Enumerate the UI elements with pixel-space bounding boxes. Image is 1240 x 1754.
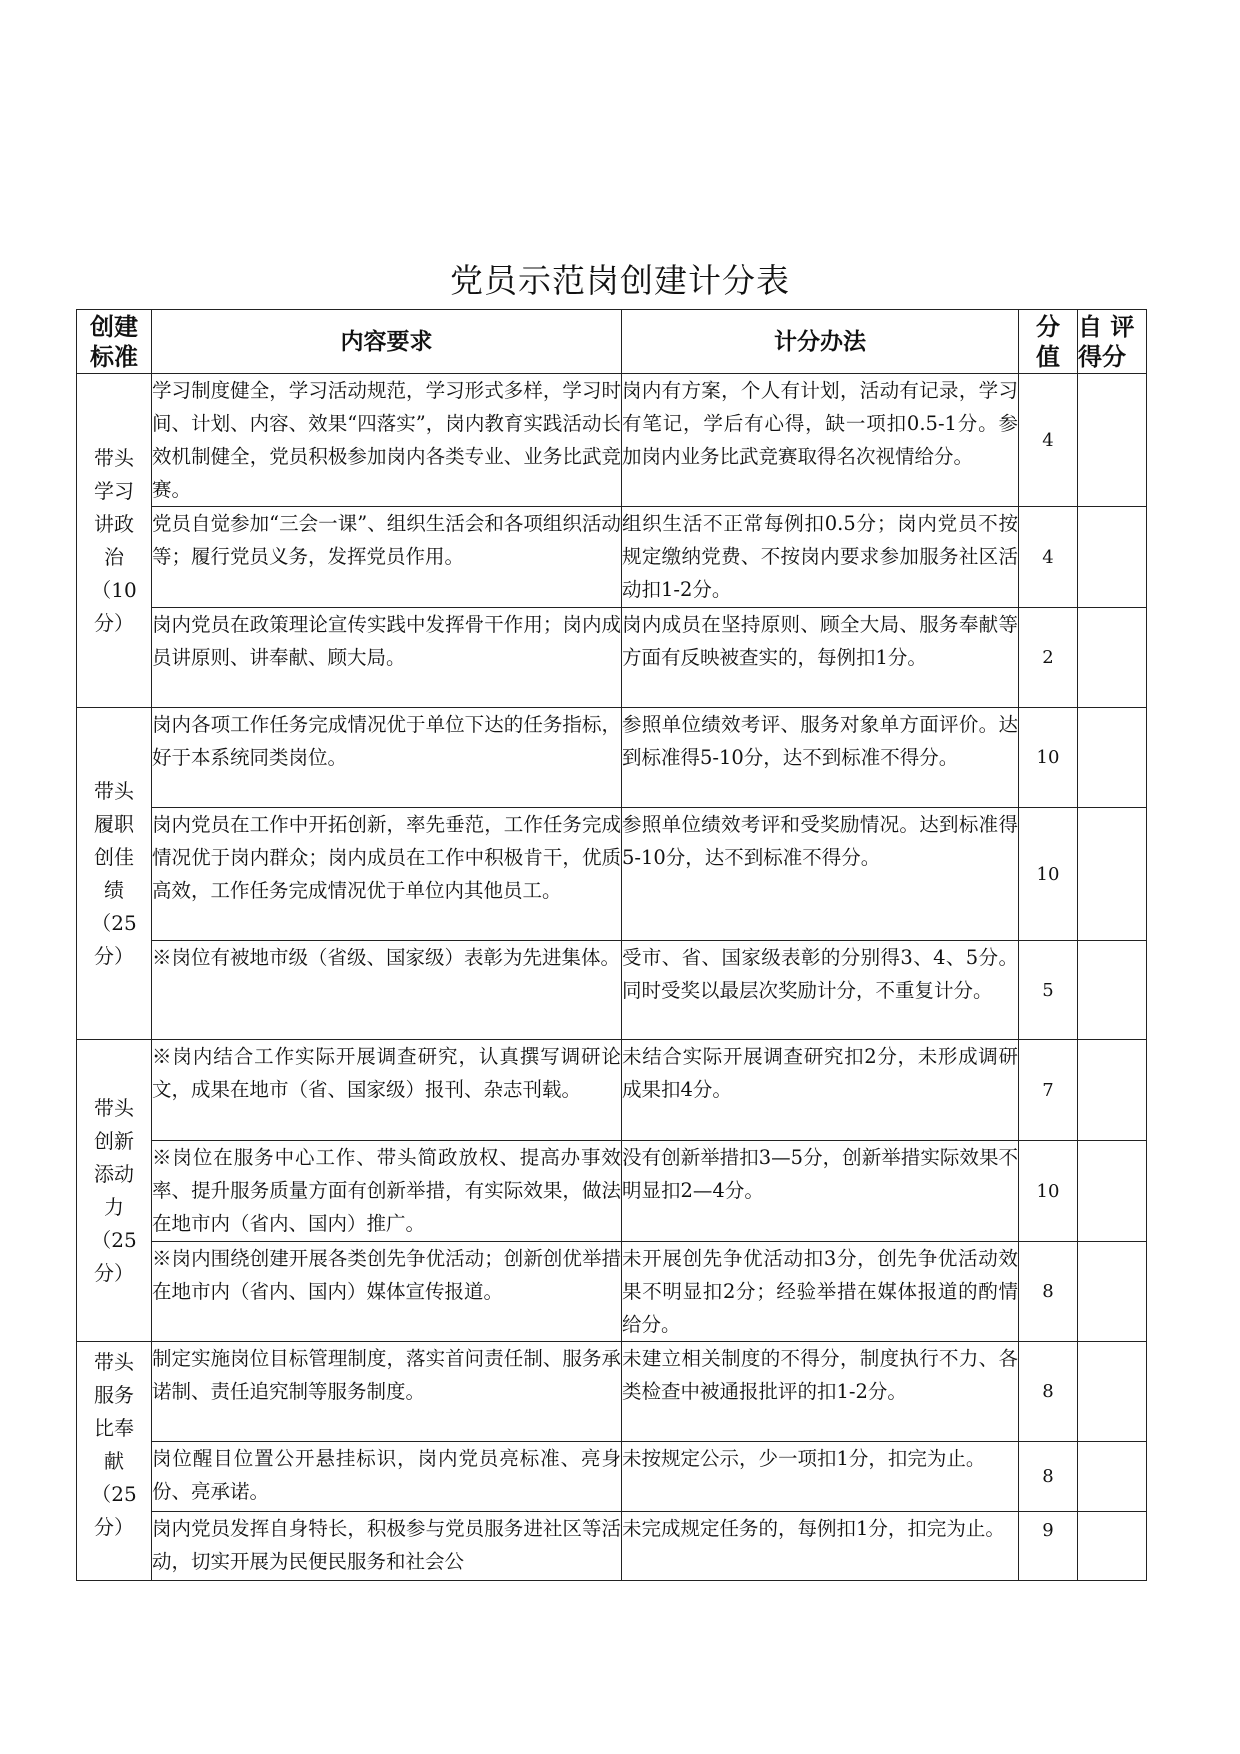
method-cell: 岗内成员在坚持原则、顾全大局、服务奉献等方面有反映被查实的，每例扣1分。 [622, 608, 1019, 708]
header-standard-line2: 标准 [90, 342, 138, 371]
category-line: 绩 [104, 877, 124, 902]
category-line: 分） [94, 1515, 134, 1539]
table-row [77, 1242, 1147, 1342]
category-line: 分） [94, 610, 134, 635]
category-line: 带头 [94, 1095, 134, 1120]
method-cell: 没有创新举措扣3—5分，创新举措实际效果不明显扣2—4分。 [622, 1141, 1019, 1242]
points-cell: 10 [1019, 708, 1078, 808]
table-row [77, 941, 1147, 1040]
content-cell: ※岗内围绕创建开展各类创先争优活动；创新创优举措在地市内（省内、国内）媒体宣传报道。 [152, 1242, 622, 1342]
method-cell: 未开展创先争优活动扣3分，创先争优活动效果不明显扣2分；经验举措在媒体报道的酌情给分。 [622, 1242, 1019, 1342]
category-line: 带头 [94, 778, 134, 803]
category-line: 学习 [94, 478, 134, 503]
header-self-score [1078, 310, 1147, 374]
category-line: 创新 [94, 1128, 134, 1153]
category-line: 创佳 [94, 844, 134, 869]
content-cell: 岗内党员在工作中开拓创新，率先垂范，工作任务完成情况优于岗内群众；岗内成员在工作中积极肯干，优质高效，工作任务完成情况优于单位内其他员工。 [152, 808, 622, 941]
category-cell [77, 708, 152, 1040]
method-cell: 组织生活不正常每例扣0.5分；岗内党员不按规定缴纳党费、不按岗内要求参加服务社区活动扣1-2分。 [622, 507, 1019, 608]
table-row [77, 1141, 1147, 1242]
method-cell: 未按规定公示，少一项扣1分，扣完为止。 [622, 1442, 1019, 1512]
category-line: 力 [104, 1194, 124, 1219]
category-line: 讲政 [94, 511, 134, 536]
self-score-cell[interactable] [1078, 808, 1147, 941]
category-line: 服务 [94, 1383, 134, 1407]
method-cell: 参照单位绩效考评、服务对象单方面评价。达到标准得5-10分，达不到标准不得分。 [622, 708, 1019, 808]
category-line: 带头 [94, 1350, 134, 1374]
points-cell: 9 [1019, 1512, 1078, 1581]
page-title: 党员示范岗创建计分表 [450, 261, 790, 300]
method-cell: 参照单位绩效考评和受奖励情况。达到标准得5-10分，达不到标准不得分。 [622, 808, 1019, 941]
points-cell: 4 [1019, 507, 1078, 608]
category-line: 治 [104, 544, 124, 569]
content-cell: 岗内各项工作任务完成情况优于单位下达的任务指标，好于本系统同类岗位。 [152, 708, 622, 808]
points-cell: 5 [1019, 941, 1078, 1040]
header-method: 计分办法 [622, 310, 1019, 374]
category-cell [77, 1342, 152, 1581]
self-score-cell[interactable] [1078, 1512, 1147, 1581]
points-cell: 8 [1019, 1442, 1078, 1512]
header-points-line1: 分 [1036, 312, 1060, 341]
content-cell: 岗内党员在政策理论宣传实践中发挥骨干作用；岗内成员讲原则、讲奉献、顾大局。 [152, 608, 622, 708]
points-cell: 7 [1019, 1040, 1078, 1141]
table-row [77, 708, 1147, 808]
points-cell: 10 [1019, 808, 1078, 941]
table-row [77, 507, 1147, 608]
content-cell: ※岗内结合工作实际开展调查研究，认真撰写调研论文，成果在地市（省、国家级）报刊、杂志刊载。 [152, 1040, 622, 1141]
method-cell: 未结合实际开展调查研究扣2分，未形成调研成果扣4分。 [622, 1040, 1019, 1141]
score-table [76, 309, 1147, 1581]
content-cell: 党员自觉参加“三会一课”、组织生活会和各项组织活动等；履行党员义务，发挥党员作用。 [152, 507, 622, 608]
content-cell: ※岗位在服务中心工作、带头简政放权、提高办事效率、提升服务质量方面有创新举措，有实际效果，做法在地市内（省内、国内）推广。 [152, 1141, 622, 1242]
self-score-cell[interactable] [1078, 1342, 1147, 1442]
category-line: （10 [91, 577, 137, 602]
points-cell: 10 [1019, 1141, 1078, 1242]
table-row [77, 374, 1147, 507]
header-standard [77, 310, 152, 374]
self-score-cell[interactable] [1078, 1242, 1147, 1342]
self-score-cell[interactable] [1078, 1040, 1147, 1141]
category-cell [77, 1040, 152, 1342]
table-row [77, 808, 1147, 941]
points-cell: 4 [1019, 374, 1078, 507]
category-line: 添动 [94, 1161, 134, 1186]
self-score-cell[interactable] [1078, 708, 1147, 808]
category-line: （25 [91, 910, 137, 935]
category-line: 履职 [94, 811, 134, 836]
points-cell: 8 [1019, 1242, 1078, 1342]
points-cell: 2 [1019, 608, 1078, 708]
header-row [77, 310, 1147, 374]
header-self-line1: 自 评 [1078, 312, 1135, 341]
header-standard-line1: 创建 [90, 312, 138, 341]
header-points [1019, 310, 1078, 374]
self-score-cell[interactable] [1078, 1141, 1147, 1242]
self-score-cell[interactable] [1078, 374, 1147, 507]
table-row [77, 608, 1147, 708]
table-row [77, 1442, 1147, 1512]
content-cell: ※岗位有被地市级（省级、国家级）表彰为先进集体。 [152, 941, 622, 1040]
method-cell: 未完成规定任务的，每例扣1分，扣完为止。 [622, 1512, 1019, 1581]
self-score-cell[interactable] [1078, 507, 1147, 608]
table-row [77, 1512, 1147, 1581]
content-cell: 岗位醒目位置公开悬挂标识，岗内党员亮标准、亮身份、亮承诺。 [152, 1442, 622, 1512]
method-cell: 未建立相关制度的不得分，制度执行不力、各类检查中被通报批评的扣1-2分。 [622, 1342, 1019, 1442]
category-line: （25 [91, 1482, 137, 1506]
method-cell: 岗内有方案，个人有计划，活动有记录，学习有笔记，学后有心得，缺一项扣0.5-1分。参加岗内业务比武竞赛取得名次视情给分。 [622, 374, 1019, 507]
content-cell: 学习制度健全，学习活动规范，学习形式多样，学习时间、计划、内容、效果“四落实”，岗内教育实践活动长效机制健全，党员积极参加岗内各类专业、业务比武竞赛。 [152, 374, 622, 507]
category-line: 分） [94, 943, 134, 968]
category-line: （25 [91, 1227, 137, 1252]
category-cell [77, 374, 152, 708]
category-line: 分） [94, 1260, 134, 1285]
header-content: 内容要求 [152, 310, 622, 374]
table-row [77, 1342, 1147, 1442]
header-self-line2: 得分 [1078, 342, 1126, 371]
self-score-cell[interactable] [1078, 941, 1147, 1040]
content-cell: 岗内党员发挥自身特长，积极参与党员服务进社区等活动，切实开展为民便民服务和社会公 [152, 1512, 622, 1581]
self-score-cell[interactable] [1078, 608, 1147, 708]
self-score-cell[interactable] [1078, 1442, 1147, 1512]
method-cell: 受市、省、国家级表彰的分别得3、4、5分。同时受奖以最层次奖励计分，不重复计分。 [622, 941, 1019, 1040]
table-row [77, 1040, 1147, 1141]
header-points-line2: 值 [1036, 342, 1060, 371]
points-cell: 8 [1019, 1342, 1078, 1442]
category-line: 比奉 [94, 1416, 134, 1440]
category-line: 献 [104, 1449, 124, 1473]
category-line: 带头 [94, 445, 134, 470]
content-cell: 制定实施岗位目标管理制度，落实首问责任制、服务承诺制、责任追究制等服务制度。 [152, 1342, 622, 1442]
